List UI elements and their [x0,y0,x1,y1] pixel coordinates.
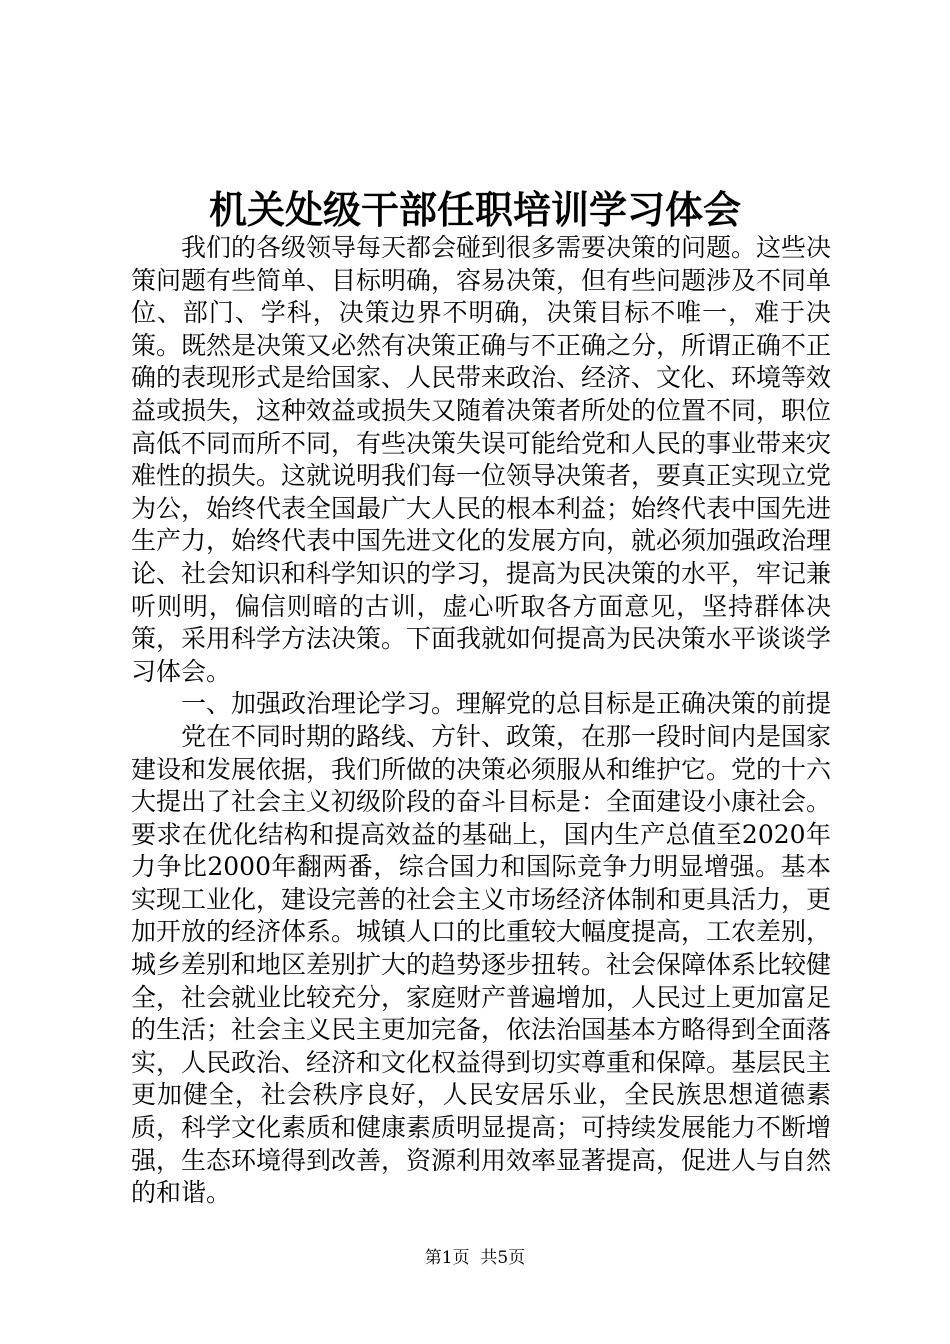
paragraph-section-body: 党在不同时期的路线、方针、政策，在那一段时间内是国家建设和发展依据，我们所做的决策必须服从和维护它。党的十六大提出了社会主义初级阶段的奋斗目标是：全面建设小康社会。要求在优化结构和提高效益的基础上，国内生产总值至2020年力争比2000年翻两番，综合国力和国际竞争力明显增强。基本实现工业化，建设完善的社会主义市场经济体制和更具活力，更加开放的经济体系。城镇人口的比重较大幅度提高，工农差别，城乡差别和地区差别扩大的趋势逐步扭转。社会保障体系比较健全，社会就业比较充分，家庭财产普遍增加，人民过上更加富足的生活；社会主义民主更加完备，依法治国基本方略得到全面落实，人民政治、经济和文化权益得到切实尊重和保障。基层民主更加健全，社会秩序良好，人民安居乐业，全民族思想道德素质，科学文化素质和健康素质明显提高；可持续发展能力不断增强，生态环境得到改善，资源利用效率显著提高，促进人与自然的和谐。 [131,721,832,1208]
document-title: 机关处级干部任职培训学习体会 [208,187,741,232]
paragraph-intro: 我们的各级领导每天都会碰到很多需要决策的问题。这些决策问题有些简单、目标明确，容易决策，但有些问题涉及不同单位、部门、学科，决策边界不明确，决策目标不唯一，难于决策。既然是决策又必然有决策正确与不正确之分，所谓正确不正确的表现形式是给国家、人民带来政治、经济、文化、环境等效益或损失，这种效益或损失又随着决策者所处的位置不同，职位高低不同而所不同，有些决策失误可能给党和人民的事业带来灾难性的损失。这就说明我们每一位领导决策者，要真正实现立党为公，始终代表全国最广大人民的根本利益；始终代表中国先进生产力，始终代表中国先进文化的发展方向，就必须加强政治理论、社会知识和科学知识的学习，提高为民决策的水平，牢记兼听则明，偏信则暗的古训，虚心听取各方面意见，坚持群体决策，采用科学方法决策。下面我就如何提高为民决策水平谈谈学习体会。 [131,233,832,686]
page-footer [0,1246,950,1270]
page-total: 共5页 [480,1248,526,1268]
page-number: 第1页 [424,1248,470,1268]
paragraph-section-heading: 一、加强政治理论学习。理解党的总目标是正确决策的前提 [181,689,832,719]
document-body [131,232,831,1210]
